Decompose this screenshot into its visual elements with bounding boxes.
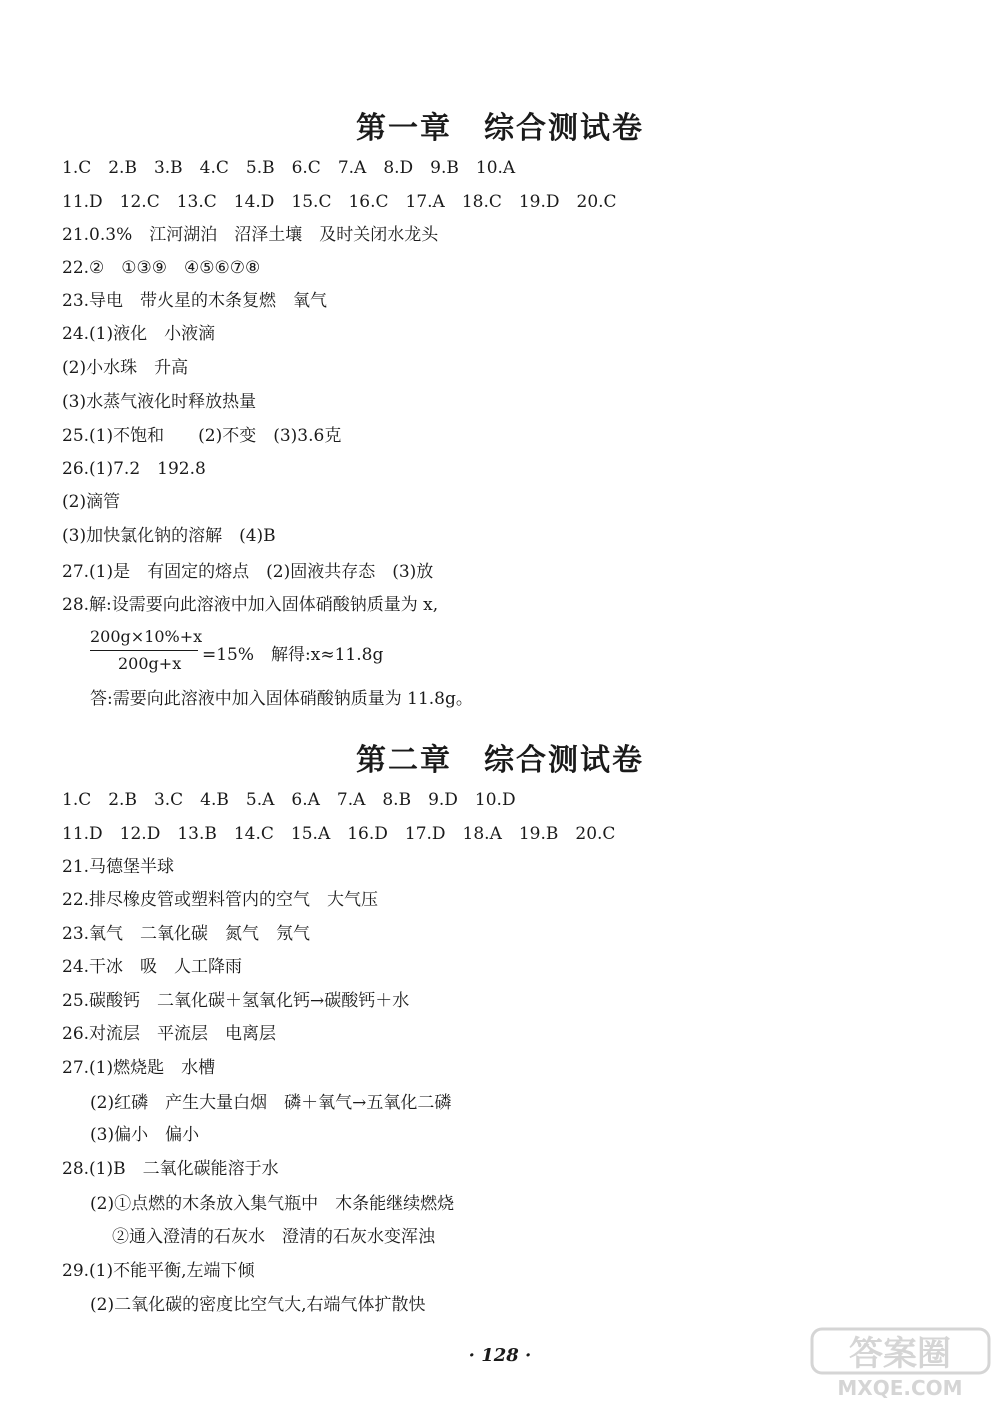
ch1-line-6: 24.(1)液化 小液滴: [62, 324, 216, 344]
fraction-bar: [90, 650, 198, 651]
fraction-result: =15% 解得:x≈11.8g: [202, 645, 384, 665]
watermark-logo: [808, 1325, 993, 1400]
ch2-line-6: 24.干冰 吸 人工降雨: [62, 957, 243, 977]
ch2-line-15: 29.(1)不能平衡,左端下倾: [62, 1261, 255, 1281]
ch1-line-12: (3)加快氯化钠的溶解 (4)B: [62, 526, 276, 546]
page-number: · 128 ·: [468, 1345, 532, 1366]
ch2-line-8: 26.对流层 平流层 电离层: [62, 1024, 277, 1044]
ch2-line-5: 23.氧气 二氧化碳 氮气 氖气: [62, 924, 311, 944]
ch1-line-5: 23.导电 带火星的木条复燃 氧气: [62, 291, 328, 311]
ch2-line-10: (2)红磷 产生大量白烟 磷＋氧气→五氧化二磷: [90, 1093, 452, 1113]
watermark-url: MXQE.COM: [837, 1376, 963, 1400]
ch1-line-2: 11.D 12.C 13.C 14.D 15.C 16.C 17.A 18.C 19.D 20.C: [62, 192, 617, 212]
ch2-line-14: ②通入澄清的石灰水 澄清的石灰水变浑浊: [112, 1227, 435, 1247]
ch2-line-16: (2)二氧化碳的密度比空气大,右端气体扩散快: [90, 1295, 426, 1315]
ch1-line-13: 27.(1)是 有固定的熔点 (2)固液共存态 (3)放: [62, 562, 434, 582]
ch1-line-3: 21.0.3% 江河湖泊 沼泽土壤 及时关闭水龙头: [62, 225, 439, 245]
ch1-line-4: 22.② ①③⑨ ④⑤⑥⑦⑧: [62, 258, 261, 278]
chapter-1-title: 第一章 综合测试卷: [356, 111, 644, 146]
ch1-answer: 答:需要向此溶液中加入固体硝酸钠质量为 11.8g。: [90, 689, 473, 709]
ch1-line-1: 1.C 2.B 3.B 4.C 5.B 6.C 7.A 8.D 9.B 10.A: [62, 158, 516, 178]
ch1-line-14: 28.解:设需要向此溶液中加入固体硝酸钠质量为 x,: [62, 595, 439, 615]
ch2-line-1: 1.C 2.B 3.C 4.B 5.A 6.A 7.A 8.B 9.D 10.D: [62, 790, 516, 810]
ch2-line-11: (3)偏小 偏小: [90, 1125, 200, 1145]
ch2-line-7: 25.碳酸钙 二氧化碳＋氢氧化钙→碳酸钙＋水: [62, 991, 410, 1011]
ch1-line-8: (3)水蒸气液化时释放热量: [62, 392, 257, 412]
ch1-line-10: 26.(1)7.2 192.8: [62, 459, 206, 479]
ch2-line-9: 27.(1)燃烧匙 水槽: [62, 1058, 216, 1078]
watermark-logo-text: 答案圈: [849, 1334, 951, 1374]
ch2-line-2: 11.D 12.D 13.B 14.C 15.A 16.D 17.D 18.A 19.B 20.C: [62, 824, 616, 844]
ch2-line-4: 22.排尽橡皮管或塑料管内的空气 大气压: [62, 890, 379, 910]
ch2-line-13: (2)①点燃的木条放入集气瓶中 木条能继续燃烧: [90, 1194, 455, 1214]
ch1-line-7: (2)小水珠 升高: [62, 358, 189, 378]
ch2-line-3: 21.马德堡半球: [62, 857, 175, 877]
fraction-numerator: 200g×10%+x: [90, 627, 203, 646]
chapter-2-title: 第二章 综合测试卷: [356, 743, 644, 778]
ch1-line-11: (2)滴管: [62, 492, 121, 512]
ch1-line-9: 25.(1)不饱和 (2)不变 (3)3.6克: [62, 426, 342, 446]
fraction-denominator: 200g+x: [118, 654, 182, 673]
ch2-line-12: 28.(1)B 二氧化碳能溶于水: [62, 1159, 279, 1179]
